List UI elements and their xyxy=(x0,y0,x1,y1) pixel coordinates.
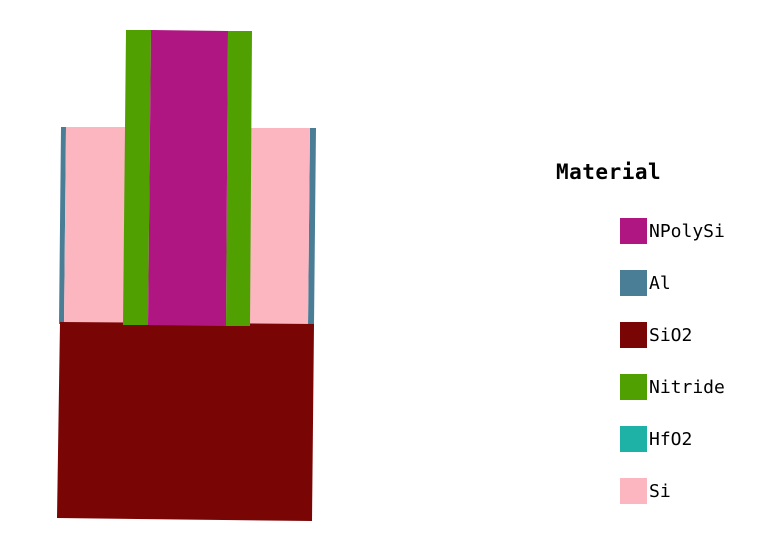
si-right-region xyxy=(248,128,310,325)
legend-item-si xyxy=(620,478,671,504)
legend-swatch-al xyxy=(620,270,647,296)
sio2-base-region xyxy=(57,322,314,521)
legend-item-nitride xyxy=(620,374,725,400)
legend-swatch-npolysi xyxy=(620,218,647,244)
si-left-region xyxy=(64,127,126,324)
legend-item-hfo2 xyxy=(620,426,692,452)
legend-swatch-si xyxy=(620,478,647,504)
legend-label-al: Al xyxy=(649,272,671,294)
legend-item-sio2 xyxy=(620,322,692,348)
legend-label-si: Si xyxy=(649,480,671,502)
legend-label-hfo2: HfO2 xyxy=(649,428,693,450)
legend-swatch-sio2 xyxy=(620,322,647,348)
legend xyxy=(556,160,766,520)
legend-label-npolysi: NPolySi xyxy=(649,220,725,242)
legend-label-sio2: SiO2 xyxy=(649,324,693,346)
legend-item-npolysi xyxy=(620,218,725,244)
legend-item-al xyxy=(620,270,671,296)
nitride-right-spacer xyxy=(226,31,252,326)
legend-swatch-hfo2 xyxy=(620,426,647,452)
nitride-left-spacer xyxy=(123,30,151,325)
legend-swatch-nitride xyxy=(620,374,647,400)
legend-label-nitride: Nitride xyxy=(649,376,725,398)
npolysi-gate-region xyxy=(148,30,228,326)
legend-title: Material xyxy=(556,160,662,184)
